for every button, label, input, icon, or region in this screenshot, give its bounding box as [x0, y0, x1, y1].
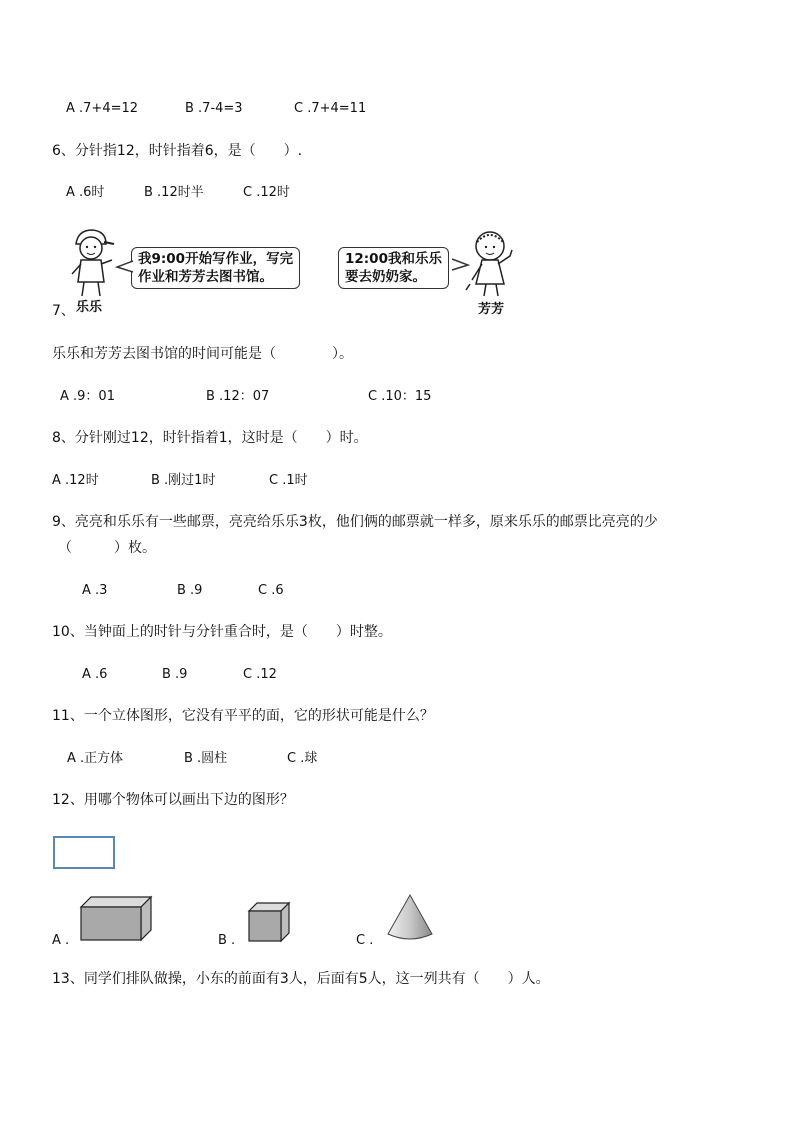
- q6-option-a[interactable]: A .6时: [66, 185, 105, 200]
- q11-option-a[interactable]: A .正方体: [67, 751, 124, 766]
- q12-option-c[interactable]: C .: [356, 933, 374, 948]
- lele-name-label: 乐乐: [76, 300, 103, 315]
- q6-option-c[interactable]: C .12时: [243, 185, 290, 200]
- q8-text: 8、分针刚过12，时针指着1，这时是（ ）时。: [52, 430, 368, 446]
- cone-icon: [386, 894, 434, 944]
- girl-fangfang-illustration: [466, 228, 518, 298]
- fangfang-speech-bubble: 12:00我和乐乐 要去奶奶家。: [338, 247, 449, 289]
- q12-option-a[interactable]: A .: [52, 933, 70, 948]
- q8-option-a[interactable]: A .12时: [52, 473, 99, 488]
- q9-option-b[interactable]: B .9: [177, 583, 203, 598]
- q8-option-c[interactable]: C .1时: [269, 473, 308, 488]
- q12-option-b[interactable]: B .: [218, 933, 236, 948]
- q5-option-a[interactable]: A .7+4=12: [66, 101, 139, 116]
- q12-text: 12、用哪个物体可以画出下边的图形？: [52, 792, 294, 808]
- q9-text-line2: （ ）枚。: [58, 540, 156, 556]
- fangfang-name-label: 芳芳: [478, 302, 505, 317]
- lele-bubble-tail: [116, 260, 134, 274]
- q10-text: 10、当钟面上的时针与分针重合时，是（ ）时整。: [52, 624, 392, 640]
- lele-speech-bubble: 我9:00开始写作业，写完 作业和芳芳去图书馆。: [131, 247, 300, 289]
- rectangle-figure: [53, 836, 115, 869]
- q11-option-b[interactable]: B .圆柱: [184, 751, 228, 766]
- q11-text: 11、一个立体图形，它没有平平的面，它的形状可能是什么？: [52, 708, 434, 724]
- q6-option-b[interactable]: B .12时半: [144, 185, 204, 200]
- q7-option-c[interactable]: C .10：15: [368, 389, 432, 404]
- boy-lele-illustration: [66, 226, 116, 298]
- q5-option-b[interactable]: B .7-4=3: [185, 101, 243, 116]
- q10-option-a[interactable]: A .6: [82, 667, 108, 682]
- q10-option-c[interactable]: C .12: [243, 667, 277, 682]
- q13-text: 13、同学们排队做操，小东的前面有3人，后面有5人，这一列共有（ ）人。: [52, 971, 550, 987]
- q8-option-b[interactable]: B .刚过1时: [151, 473, 216, 488]
- q9-option-a[interactable]: A .3: [82, 583, 108, 598]
- q11-option-c[interactable]: C .球: [287, 751, 318, 766]
- cube-icon: [248, 902, 290, 942]
- q7-option-a[interactable]: A .9：01: [60, 389, 115, 404]
- q10-option-b[interactable]: B .9: [162, 667, 188, 682]
- q9-option-c[interactable]: C .6: [258, 583, 284, 598]
- q9-text-line1: 9、亮亮和乐乐有一些邮票，亮亮给乐乐3枚，他们俩的邮票就一样多，原来乐乐的邮票比亮亮的少: [52, 514, 658, 530]
- q7-number: 7、: [52, 303, 75, 319]
- q6-text: 6、分针指12，时针指着6，是（ ）.: [52, 143, 303, 159]
- q7-option-b[interactable]: B .12：07: [206, 389, 270, 404]
- q7-text: 乐乐和芳芳去图书馆的时间可能是（ ）。: [52, 346, 353, 362]
- cuboid-icon: [80, 896, 152, 942]
- q5-option-c[interactable]: C .7+4=11: [294, 101, 367, 116]
